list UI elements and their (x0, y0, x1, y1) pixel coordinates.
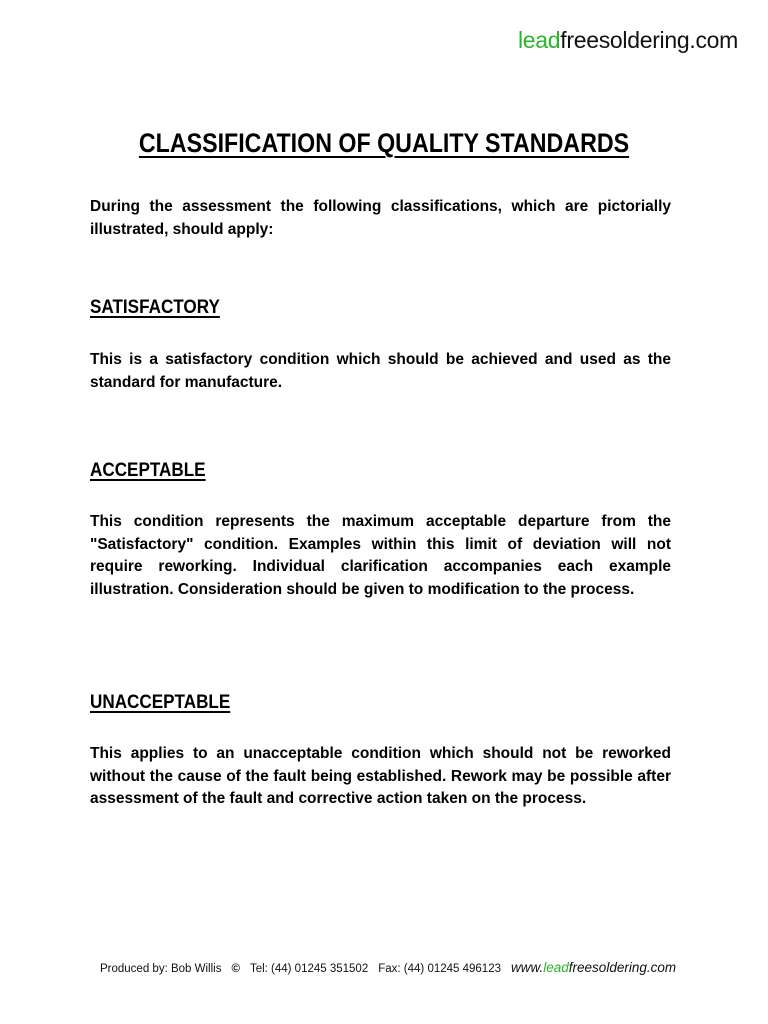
intro-paragraph: During the assessment the following classifications, which are pictorially illustrated, should apply: (90, 198, 671, 238)
footer-url-suffix: freesoldering.com (568, 960, 677, 975)
footer-fax: Fax: (44) 01245 496123 (378, 963, 501, 975)
footer-url-lead: lead (543, 960, 569, 975)
footer-produced-by: Produced by: Bob Willis (100, 963, 222, 975)
site-brand (518, 27, 738, 54)
heading-satisfactory: SATISFACTORY (90, 297, 220, 318)
footer-url-prefix: www. (511, 960, 544, 975)
body-unacceptable: This applies to an unacceptable condition which should not be reworked without the cause of the fault being established. Rework may be possible after assessment of the fault and corrective action taken on the process. (90, 745, 671, 807)
page-footer (100, 960, 676, 975)
copyright-icon: © (231, 963, 240, 975)
heading-acceptable: ACCEPTABLE (90, 460, 206, 481)
brand-prefix: lead (517, 27, 561, 53)
brand-suffix: freesoldering.com (560, 27, 738, 53)
heading-unacceptable: UNACCEPTABLE (90, 692, 231, 713)
footer-url[interactable] (511, 960, 676, 975)
body-acceptable: This condition represents the maximum acceptable departure from the "Satisfactory" condition. Examples within this limit of deviation will not require reworking. Individual clarification accompanies each example illustration. Consideration should be given to modification to the process. (90, 513, 671, 598)
body-satisfactory: This is a satisfactory condition which should be achieved and used as the standard for manufacture. (90, 351, 671, 391)
page-title: CLASSIFICATION OF QUALITY STANDARDS (138, 128, 630, 158)
footer-tel: Tel: (44) 01245 351502 (249, 963, 369, 975)
